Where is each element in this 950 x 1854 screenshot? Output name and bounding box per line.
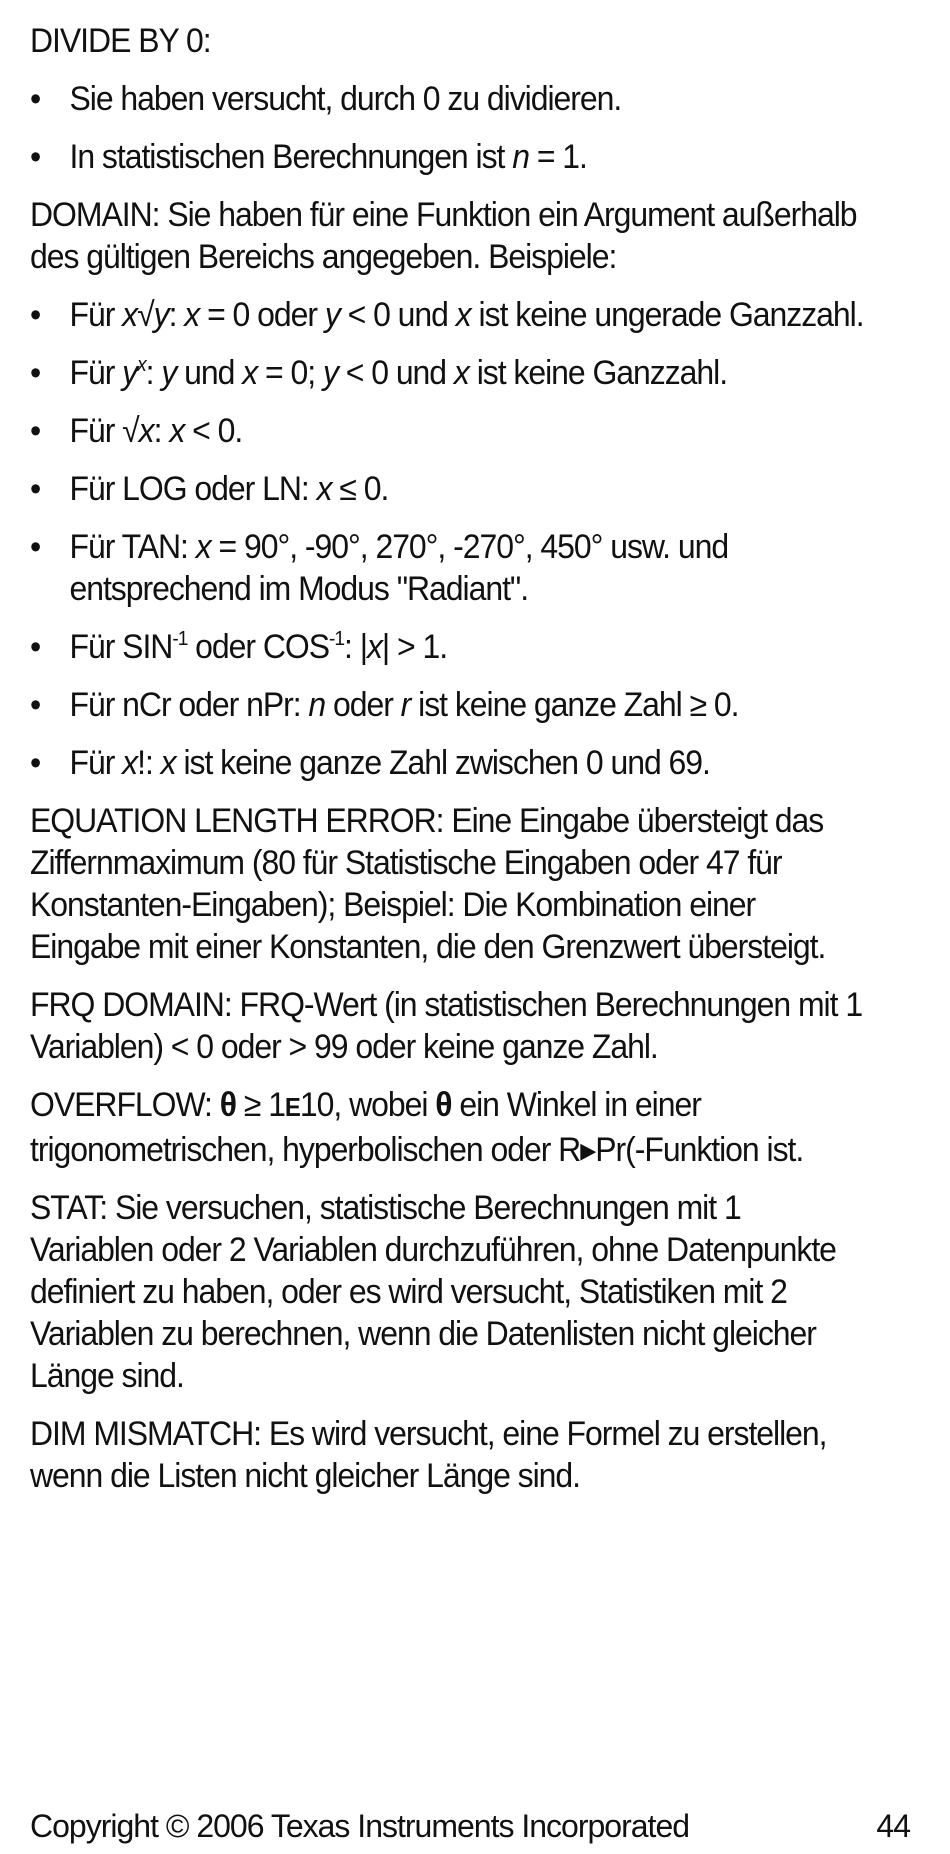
domain-bullet-sqrt: • Für √x: x < 0. xyxy=(30,410,867,452)
domain-bullet-arcsin: • Für $SIN^{-1}$ oder $COS^{-1}$: |x| > 1. xyxy=(30,626,867,668)
domain-intro: DOMAIN: Sie haben für eine Funktion ein Argument außerhalb des gültigen Bereichs angegeben. Beispiele: xyxy=(30,196,857,276)
domain-bullet-power: • Für $y^x$: y und x = 0; y < 0 und x ist keine Ganzzahl. xyxy=(30,352,867,394)
page-footer xyxy=(30,1808,910,1845)
divide-bullet-2: • In statistischen Berechnungen ist n = 1. xyxy=(30,136,867,178)
equation-length-error: EQUATION LENGTH ERROR: Eine Eingabe übersteigt das Ziffernmaximum (80 für Statistische Eingaben oder 47 für Konstanten-Eingaben); Beispiel: Die Kombination einer Eingabe mit einer Konstanten, die den Grenzwert übersteigt. xyxy=(30,802,826,966)
exponent-e-symbol: E xyxy=(284,1094,300,1122)
domain-bullet-factorial: • Für x!: x ist keine ganze Zahl zwischen 0 und 69. xyxy=(30,742,867,784)
document-body xyxy=(30,20,867,1513)
theta-symbol: θ xyxy=(219,1086,236,1124)
domain-bullet-tan: • Für TAN: x = 90°, -90°, 270°, -270°, 450° usw. und entsprechend im Modus "Radiant". xyxy=(30,526,867,610)
divide-bullet-1: • Sie haben versucht, durch 0 zu dividieren. xyxy=(30,78,867,120)
frq-domain-error: FRQ DOMAIN: FRQ-Wert (in statistischen Berechnungen mit 1 Variablen) < 0 oder > 99 oder keine ganze Zahl. xyxy=(30,986,863,1066)
right-triangle-icon: ▸ xyxy=(580,1131,596,1169)
theta-symbol: θ xyxy=(435,1086,452,1124)
domain-bullet-log: • Für LOG oder LN: x ≤ 0. xyxy=(30,468,867,510)
domain-bullet-ncr: • Für nCr oder nPr: n oder r ist keine ganze Zahl ≥ 0. xyxy=(30,684,867,726)
copyright-notice: Copyright © 2006 Texas Instruments Incorporated xyxy=(30,1808,690,1844)
overflow-error: OVERFLOW: θ ≥ 1E10, wobei θ ein Winkel in einer trigonometrischen, hyperbolischen oder R▸Pr(-Funktion ist. xyxy=(30,1086,804,1169)
domain-bullet-root: • Für x√y: x = 0 oder y < 0 und x ist keine ungerade Ganzzahl. xyxy=(30,294,867,336)
divide-by-zero-heading: DIVIDE BY 0: xyxy=(30,22,211,60)
page-number: 44 xyxy=(876,1808,910,1844)
stat-error: STAT: Sie versuchen, statistische Berechnungen mit 1 Variablen oder 2 Variablen durchzuführen, ohne Datenpunkte definiert zu haben, oder es wird versucht, Statistiken mit 2 Variablen zu berechnen, wenn die Datenlisten nicht gleicher Länge sind. xyxy=(30,1189,836,1395)
dim-mismatch-error: DIM MISMATCH: Es wird versucht, eine Formel zu erstellen, wenn die Listen nicht gleicher Länge sind. xyxy=(30,1415,827,1495)
